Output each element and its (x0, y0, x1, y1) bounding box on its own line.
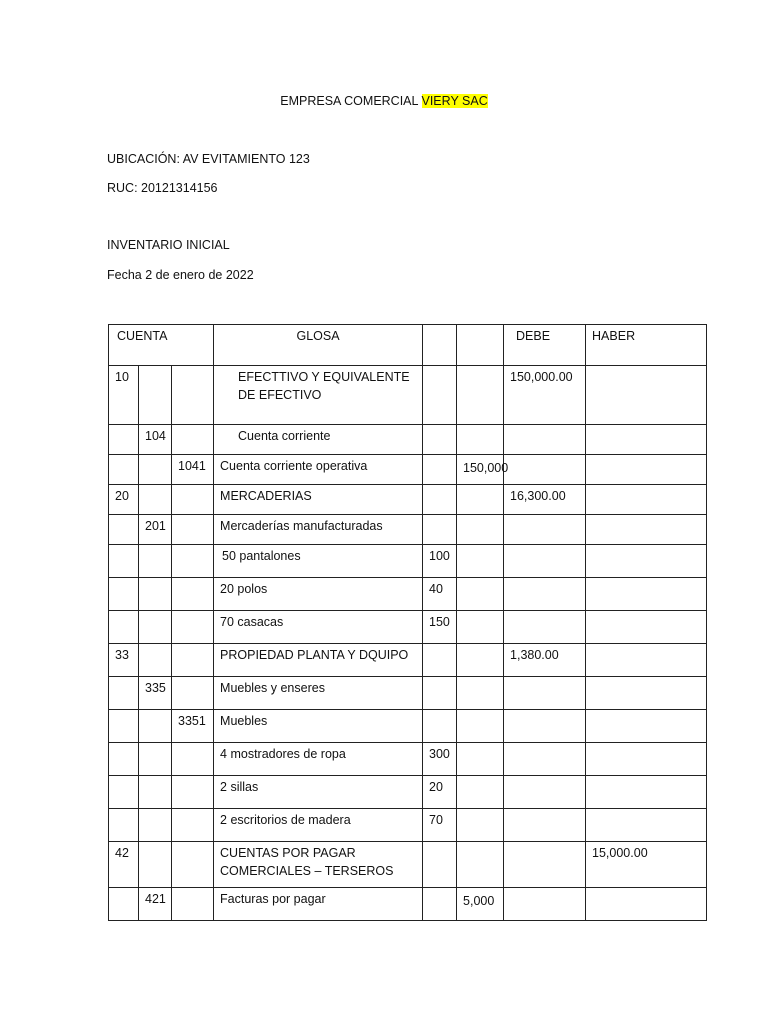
cell-cuenta-1: 20 (109, 485, 139, 515)
cell-cuenta-2 (139, 842, 172, 888)
cell-debe: 150,000.00 (504, 366, 586, 425)
cell-glosa: Mercaderías manufacturadas (214, 515, 423, 545)
cell-importe (423, 842, 457, 888)
cell-cuenta-1 (109, 888, 139, 921)
ubicacion-line: UBICACIÓN: AV EVITAMIENTO 123 (107, 152, 310, 166)
table-row (109, 644, 707, 677)
cell-cuenta-1 (109, 710, 139, 743)
table-row (109, 677, 707, 710)
cell-importe: 100 (423, 545, 457, 578)
cell-debe (504, 743, 586, 776)
table-row (109, 611, 707, 644)
table-row (109, 425, 707, 455)
cell-cuenta-1 (109, 455, 139, 485)
cell-cuenta-1 (109, 611, 139, 644)
table-row (109, 842, 707, 888)
cell-cuenta-1: 33 (109, 644, 139, 677)
table-row (109, 366, 707, 425)
header-cuenta: CUENTA (109, 325, 214, 366)
cell-subtotal: 5,000 (457, 888, 504, 921)
table-row (109, 809, 707, 842)
cell-subtotal (457, 809, 504, 842)
cell-haber (586, 677, 707, 710)
cell-haber (586, 485, 707, 515)
cell-cuenta-1 (109, 425, 139, 455)
cell-cuenta-2 (139, 545, 172, 578)
cell-importe: 300 (423, 743, 457, 776)
cell-glosa: Cuenta corriente (214, 425, 423, 455)
cell-debe (504, 677, 586, 710)
header-glosa: GLOSA (214, 325, 423, 366)
table-row (109, 888, 707, 921)
cell-importe (423, 515, 457, 545)
cell-haber (586, 888, 707, 921)
table-row (109, 545, 707, 578)
cell-cuenta-2 (139, 485, 172, 515)
cell-cuenta-2 (139, 776, 172, 809)
cell-importe (423, 485, 457, 515)
cell-cuenta-3 (172, 578, 214, 611)
cell-glosa: Cuenta corriente operativa (214, 455, 423, 485)
cell-glosa: 70 casacas (214, 611, 423, 644)
cell-debe (504, 455, 586, 485)
cell-importe: 150 (423, 611, 457, 644)
inventario-heading: INVENTARIO INICIAL (107, 238, 230, 252)
cell-haber (586, 611, 707, 644)
cell-glosa: EFECTTIVO Y EQUIVALENTE DE EFECTIVO (214, 366, 423, 425)
cell-cuenta-2 (139, 743, 172, 776)
cell-cuenta-3 (172, 677, 214, 710)
cell-haber (586, 455, 707, 485)
cell-importe: 40 (423, 578, 457, 611)
cell-cuenta-3 (172, 842, 214, 888)
cell-debe (504, 809, 586, 842)
cell-cuenta-2 (139, 809, 172, 842)
cell-haber (586, 578, 707, 611)
cell-glosa: 2 escritorios de madera (214, 809, 423, 842)
cell-cuenta-1 (109, 743, 139, 776)
cell-subtotal (457, 677, 504, 710)
cell-glosa: Facturas por pagar (214, 888, 423, 921)
cell-cuenta-1 (109, 578, 139, 611)
table-row (109, 515, 707, 545)
cell-subtotal (457, 515, 504, 545)
cell-cuenta-3 (172, 485, 214, 515)
cell-cuenta-3 (172, 366, 214, 425)
cell-debe (504, 776, 586, 809)
cell-cuenta-3 (172, 809, 214, 842)
cell-glosa: 50 pantalones (214, 545, 423, 578)
cell-haber (586, 743, 707, 776)
table-row (109, 578, 707, 611)
cell-cuenta-2 (139, 611, 172, 644)
cell-debe (504, 710, 586, 743)
cell-debe (504, 842, 586, 888)
cell-subtotal (457, 644, 504, 677)
cell-haber: 15,000.00 (586, 842, 707, 888)
cell-glosa: Muebles (214, 710, 423, 743)
cell-cuenta-3 (172, 776, 214, 809)
table-row (109, 776, 707, 809)
cell-haber (586, 809, 707, 842)
table-row (109, 485, 707, 515)
header-haber: HABER (586, 325, 707, 366)
cell-debe (504, 888, 586, 921)
cell-haber (586, 545, 707, 578)
cell-glosa: 20 polos (214, 578, 423, 611)
cell-importe: 70 (423, 809, 457, 842)
cell-subtotal (457, 611, 504, 644)
cell-subtotal (457, 776, 504, 809)
cell-haber (586, 515, 707, 545)
cell-cuenta-3: 1041 (172, 455, 214, 485)
cell-subtotal (457, 545, 504, 578)
cell-importe (423, 455, 457, 485)
inventory-table (108, 324, 707, 921)
cell-cuenta-3 (172, 743, 214, 776)
cell-importe (423, 644, 457, 677)
cell-cuenta-3 (172, 888, 214, 921)
cell-debe (504, 425, 586, 455)
cell-subtotal (457, 710, 504, 743)
cell-cuenta-2 (139, 578, 172, 611)
cell-cuenta-2: 421 (139, 888, 172, 921)
cell-cuenta-2: 201 (139, 515, 172, 545)
fecha-line: Fecha 2 de enero de 2022 (107, 268, 254, 282)
cell-glosa: 2 sillas (214, 776, 423, 809)
ruc-line: RUC: 20121314156 (107, 181, 218, 195)
cell-haber (586, 366, 707, 425)
cell-cuenta-1 (109, 677, 139, 710)
company-title-prefix: EMPRESA COMERCIAL (280, 94, 422, 108)
cell-importe (423, 425, 457, 455)
cell-glosa: PROPIEDAD PLANTA Y DQUIPO (214, 644, 423, 677)
cell-subtotal (457, 842, 504, 888)
cell-importe (423, 888, 457, 921)
cell-importe (423, 677, 457, 710)
table-row (109, 710, 707, 743)
cell-glosa: MERCADERIAS (214, 485, 423, 515)
cell-subtotal (457, 366, 504, 425)
cell-cuenta-2 (139, 366, 172, 425)
cell-subtotal (457, 485, 504, 515)
table-header-row (109, 325, 707, 366)
header-debe: DEBE (504, 325, 586, 366)
header-blank-2 (457, 325, 504, 366)
cell-cuenta-3 (172, 425, 214, 455)
cell-haber (586, 776, 707, 809)
cell-debe (504, 515, 586, 545)
cell-debe (504, 578, 586, 611)
cell-glosa: 4 mostradores de ropa (214, 743, 423, 776)
cell-cuenta-3 (172, 545, 214, 578)
cell-importe (423, 710, 457, 743)
cell-debe: 16,300.00 (504, 485, 586, 515)
table-row (109, 743, 707, 776)
cell-cuenta-3 (172, 611, 214, 644)
cell-subtotal (457, 578, 504, 611)
company-name-highlight: VIERY SAC (421, 94, 488, 108)
cell-importe (423, 366, 457, 425)
cell-subtotal (457, 743, 504, 776)
cell-cuenta-3: 3351 (172, 710, 214, 743)
cell-cuenta-2: 335 (139, 677, 172, 710)
cell-cuenta-3 (172, 515, 214, 545)
cell-debe: 1,380.00 (504, 644, 586, 677)
cell-haber (586, 644, 707, 677)
cell-cuenta-2 (139, 644, 172, 677)
cell-subtotal: 150,000 (457, 455, 504, 485)
cell-haber (586, 710, 707, 743)
cell-cuenta-1: 10 (109, 366, 139, 425)
cell-cuenta-1 (109, 545, 139, 578)
cell-cuenta-2 (139, 710, 172, 743)
cell-cuenta-1 (109, 776, 139, 809)
cell-cuenta-2 (139, 455, 172, 485)
cell-cuenta-3 (172, 644, 214, 677)
cell-debe (504, 611, 586, 644)
cell-subtotal (457, 425, 504, 455)
cell-importe: 20 (423, 776, 457, 809)
cell-glosa: CUENTAS POR PAGAR COMERCIALES – TERSEROS (214, 842, 423, 888)
cell-cuenta-1 (109, 515, 139, 545)
cell-haber (586, 425, 707, 455)
company-title (0, 94, 768, 108)
table-row (109, 455, 707, 485)
cell-glosa: Muebles y enseres (214, 677, 423, 710)
cell-cuenta-1: 42 (109, 842, 139, 888)
cell-cuenta-1 (109, 809, 139, 842)
header-blank-1 (423, 325, 457, 366)
cell-debe (504, 545, 586, 578)
cell-cuenta-2: 104 (139, 425, 172, 455)
